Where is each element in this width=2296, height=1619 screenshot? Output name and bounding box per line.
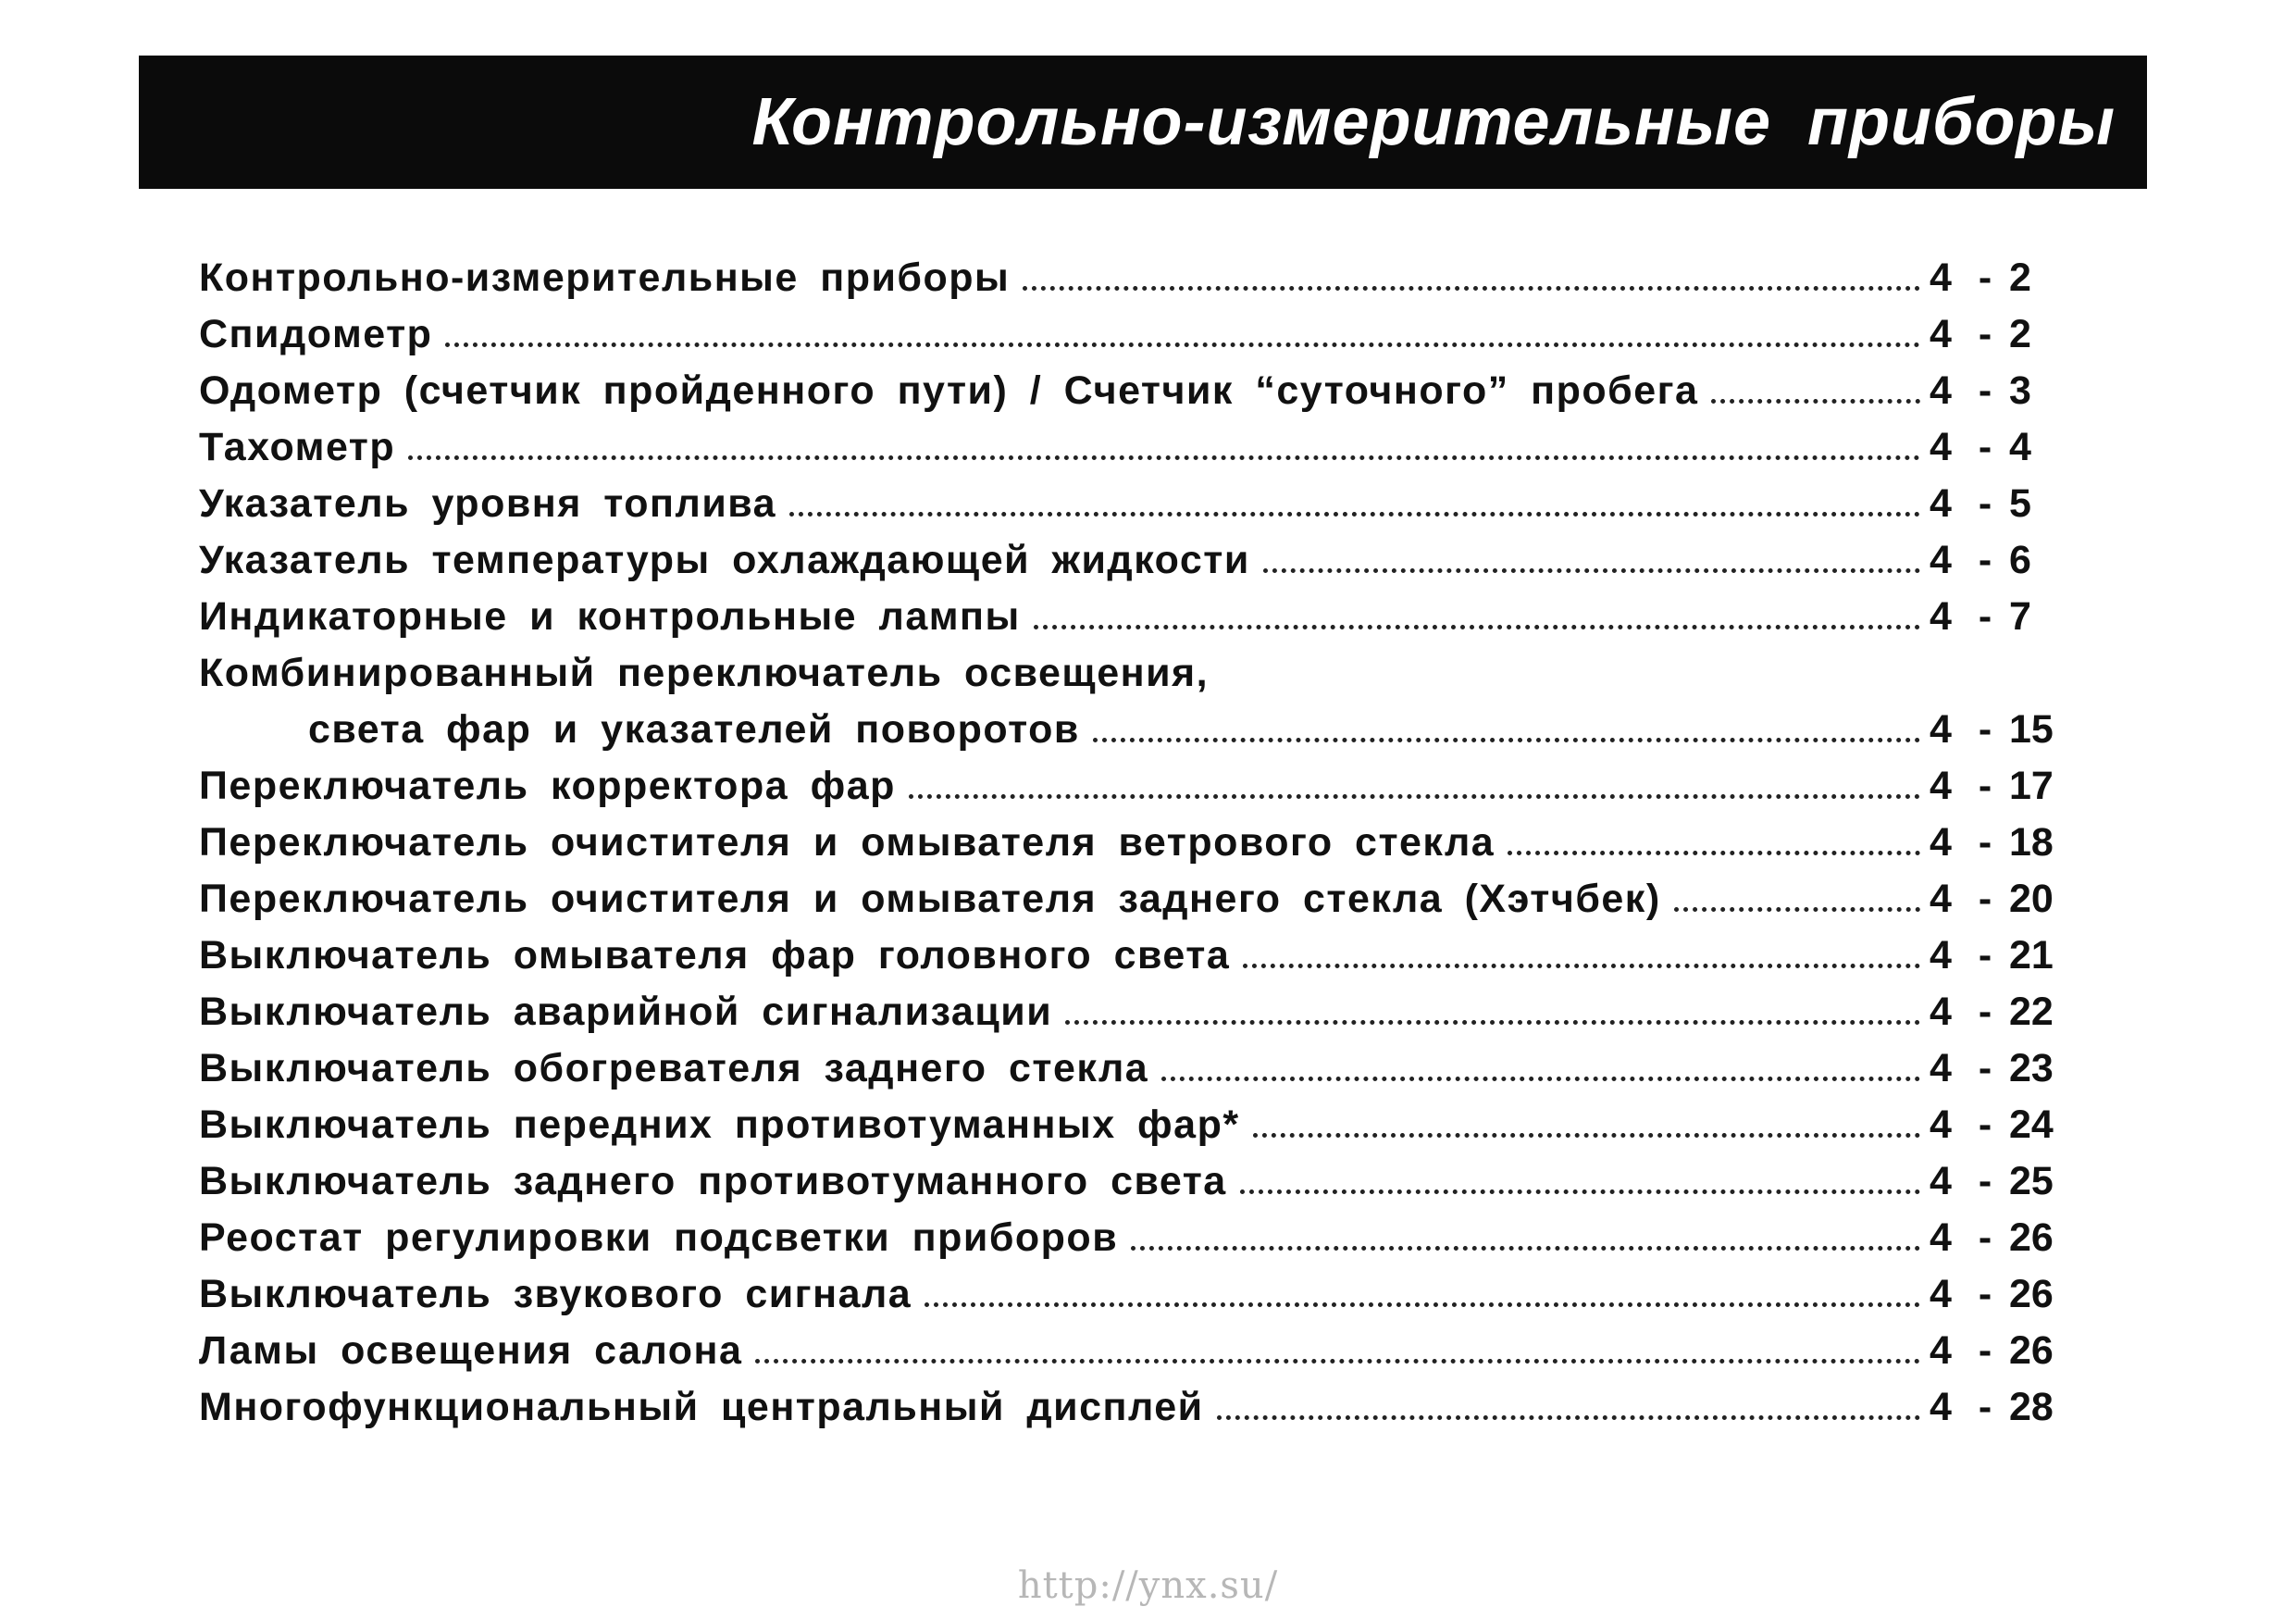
toc-page-number: 17 [2009,764,2054,808]
toc-entry-title: Одометр (счетчик пройденного пути) / Счетчик “суточного” пробега [199,368,1699,413]
dot-leader [909,794,1920,799]
toc-page-separator: - [1978,481,1992,526]
dot-leader [1240,1189,1920,1194]
toc-page-separator: - [1978,255,1992,300]
toc-chapter-number: 4 [1930,764,1952,808]
toc-entry[interactable] [199,984,2068,1040]
toc-entry[interactable] [199,1323,2068,1379]
toc-page-number: 5 [2009,481,2031,526]
toc-page-separator: - [1978,594,1992,639]
toc-page-separator: - [1978,1328,1992,1373]
toc-chapter-number: 4 [1930,707,1952,752]
toc-entry-title: Комбинированный переключатель освещения, [199,651,1210,695]
toc-page-reference [1920,1040,2068,1097]
toc-entry-title: Выключатель передних противотуманных фар* [199,1102,1240,1147]
toc-entry-title: Тахометр [199,425,396,469]
toc-page-reference [1920,419,2068,476]
toc-page-separator: - [1978,1215,1992,1260]
toc-chapter-number: 4 [1930,1385,1952,1429]
toc-chapter-number: 4 [1930,481,1952,526]
toc-page-number: 18 [2009,820,2054,865]
toc-chapter-number: 4 [1930,990,1952,1034]
toc-page-reference [1920,589,2068,645]
dot-leader [1093,738,1920,742]
toc-chapter-number: 4 [1930,1159,1952,1203]
toc-page-separator: - [1978,425,1992,469]
toc-entry-title: Ламы освещения салона [199,1328,743,1373]
toc-entry[interactable] [199,928,2068,984]
toc-page-number: 4 [2009,425,2031,469]
toc-chapter-number: 4 [1930,425,1952,469]
toc-entry[interactable] [199,1379,2068,1436]
dot-leader [1263,568,1920,573]
toc-page-reference [1920,984,2068,1040]
toc-entry[interactable] [199,815,2068,871]
toc-chapter-number: 4 [1930,312,1952,356]
toc-page-reference [1920,815,2068,871]
toc-page-reference [1920,306,2068,363]
toc-entry[interactable] [199,419,2068,476]
toc-page-number: 26 [2009,1272,2054,1316]
toc-entry[interactable] [199,1097,2068,1153]
toc-page-separator: - [1978,764,1992,808]
toc-page-separator: - [1978,1159,1992,1203]
toc-entry-title: Выключатель аварийной сигнализации [199,990,1053,1034]
toc-page-number: 15 [2009,707,2054,752]
dot-leader [1161,1077,1920,1081]
toc-page-reference [1920,702,2068,758]
toc-entry-title: Многофункциональный центральный дисплей [199,1385,1204,1429]
toc-chapter-number: 4 [1930,1328,1952,1373]
toc-entry-title: Индикаторные и контрольные лампы [199,594,1021,639]
toc-page-separator: - [1978,1046,1992,1090]
toc-entry-title: Спидометр [199,312,433,356]
toc-entry-title: Переключатель очистителя и омывателя заднего стекла (Хэтчбек) [199,877,1661,921]
toc-entry[interactable] [199,758,2068,815]
toc-page-reference [1920,1266,2068,1323]
toc-page-number: 2 [2009,255,2031,300]
section-title: Контрольно-измерительные приборы [751,85,2116,159]
toc-entry[interactable] [199,306,2068,363]
dot-leader [1023,286,1920,291]
table-of-contents [199,250,2068,1436]
toc-chapter-number: 4 [1930,1102,1952,1147]
toc-entry[interactable] [199,250,2068,306]
toc-entry-title: Выключатель омывателя фар головного света [199,933,1231,978]
toc-page-reference [1920,250,2068,306]
toc-entry-title: Указатель температуры охлаждающей жидкости [199,538,1250,582]
toc-page-reference [1920,1379,2068,1436]
toc-page-number: 23 [2009,1046,2054,1090]
toc-page-separator: - [1978,538,1992,582]
toc-chapter-number: 4 [1930,820,1952,865]
watermark-url: http://ynx.su/ [1017,1564,1279,1607]
toc-entry-title: Реостат регулировки подсветки приборов [199,1215,1119,1260]
dot-leader [445,342,1920,347]
toc-entry[interactable] [199,645,2068,702]
toc-chapter-number: 4 [1930,933,1952,978]
dot-leader [1674,907,1920,912]
toc-chapter-number: 4 [1930,368,1952,413]
toc-page-reference [1920,871,2068,928]
toc-page-number: 7 [2009,594,2031,639]
dot-leader [1508,851,1920,855]
toc-entry-title: Выключатель обогревателя заднего стекла [199,1046,1149,1090]
toc-entry[interactable] [199,363,2068,419]
toc-page-number: 26 [2009,1215,2054,1260]
toc-page-separator: - [1978,1385,1992,1429]
dot-leader [1217,1415,1920,1420]
dot-leader [1253,1133,1920,1138]
toc-page-separator: - [1978,990,1992,1034]
toc-page-number: 22 [2009,990,2054,1034]
toc-entry-title: Контрольно-измерительные приборы [199,255,1011,300]
toc-page-reference [1920,758,2068,815]
toc-entry[interactable] [199,476,2068,532]
toc-page-reference [1920,476,2068,532]
toc-entry[interactable] [199,871,2068,928]
toc-chapter-number: 4 [1930,538,1952,582]
toc-entry[interactable] [199,702,2068,758]
toc-chapter-number: 4 [1930,1046,1952,1090]
toc-page-number: 24 [2009,1102,2054,1147]
toc-page-reference [1920,1210,2068,1266]
dot-leader [1034,625,1920,629]
toc-entry[interactable] [199,532,2068,589]
dot-leader [755,1359,1920,1364]
toc-page-separator: - [1978,707,1992,752]
toc-entry-title: Выключатель звукового сигнала [199,1272,912,1316]
toc-chapter-number: 4 [1930,255,1952,300]
toc-entry[interactable] [199,1266,2068,1323]
toc-entry-title: Выключатель заднего противотуманного света [199,1159,1227,1203]
toc-page-reference [1920,1323,2068,1379]
toc-page-number: 26 [2009,1328,2054,1373]
toc-page-number: 3 [2009,368,2031,413]
dot-leader [1711,399,1920,404]
toc-chapter-number: 4 [1930,1215,1952,1260]
toc-entry-title: света фар и указателей поворотов [308,707,1080,752]
dot-leader [408,455,1920,460]
dot-leader [789,512,1920,517]
toc-chapter-number: 4 [1930,1272,1952,1316]
section-header-bar [139,56,2147,189]
toc-entry-title: Указатель уровня топлива [199,481,777,526]
toc-page-reference [1920,1097,2068,1153]
toc-entry[interactable] [199,1153,2068,1210]
toc-entry[interactable] [199,1040,2068,1097]
toc-page-separator: - [1978,1102,1992,1147]
dot-leader [1065,1020,1920,1025]
toc-page-reference [1920,363,2068,419]
toc-entry[interactable] [199,589,2068,645]
dot-leader [925,1302,1920,1307]
toc-page-separator: - [1978,820,1992,865]
toc-page-reference [1920,532,2068,589]
toc-page-separator: - [1978,312,1992,356]
toc-page-number: 6 [2009,538,2031,582]
toc-entry-title: Переключатель корректора фар [199,764,896,808]
toc-entry-title: Переключатель очистителя и омывателя ветрового стекла [199,820,1496,865]
dot-leader [1131,1246,1920,1251]
toc-page-reference [1920,928,2068,984]
dot-leader [1243,964,1920,968]
toc-page-number: 2 [2009,312,2031,356]
toc-page-separator: - [1978,368,1992,413]
toc-page-number: 25 [2009,1159,2054,1203]
toc-page-number: 21 [2009,933,2054,978]
toc-entry[interactable] [199,1210,2068,1266]
toc-page-separator: - [1978,933,1992,978]
toc-page-reference [1920,1153,2068,1210]
toc-page-separator: - [1978,1272,1992,1316]
toc-page-separator: - [1978,877,1992,921]
toc-chapter-number: 4 [1930,877,1952,921]
toc-page-number: 28 [2009,1385,2054,1429]
toc-chapter-number: 4 [1930,594,1952,639]
toc-page-number: 20 [2009,877,2054,921]
